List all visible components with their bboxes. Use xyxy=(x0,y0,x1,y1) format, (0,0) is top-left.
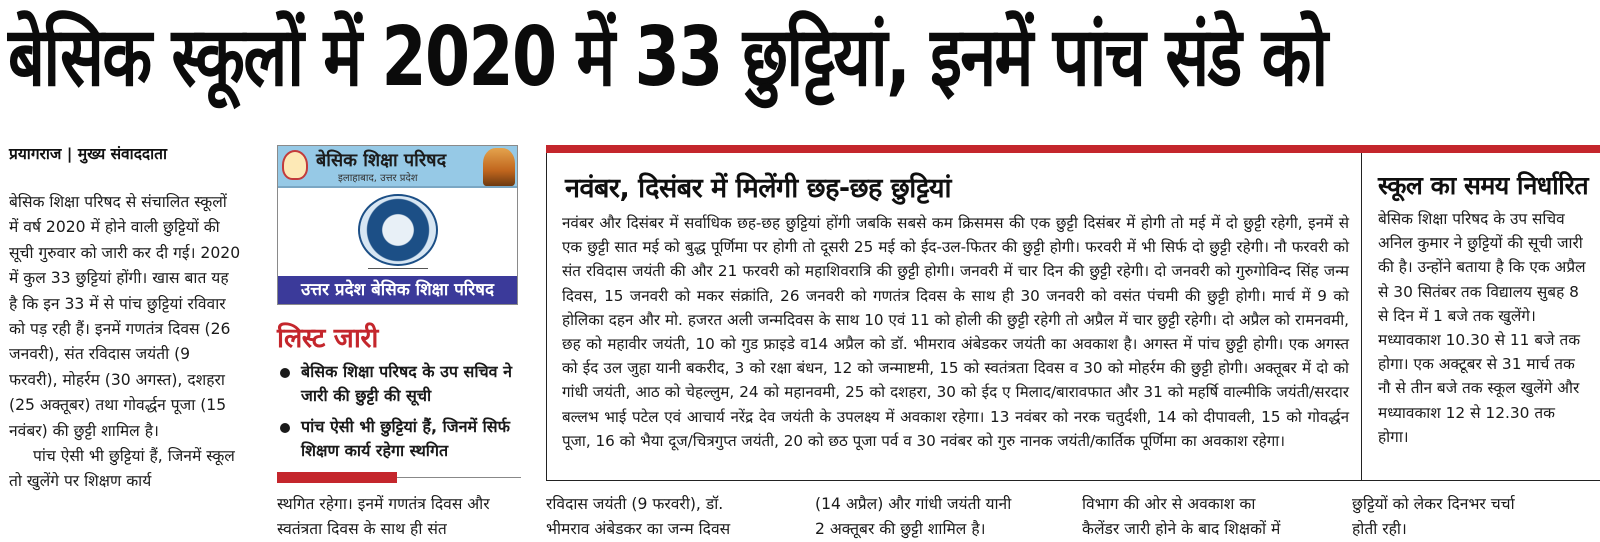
box-title: नवंबर, दिसंबर में मिलेंगी छह-छह छुट्टियां xyxy=(565,173,952,204)
highlight-item xyxy=(277,415,525,463)
list-thin-divider xyxy=(397,477,521,478)
bottom-column-4 xyxy=(1352,492,1515,542)
bottom-line: 2 अक्तूबर की छुट्टी शामिल है। xyxy=(815,520,986,538)
bottom-line: कैलेंडर जारी होने के बाद शिक्षकों में xyxy=(1082,520,1281,538)
deity-figure-icon xyxy=(483,148,515,186)
sidebar-title: स्कूल का समय निर्धारित xyxy=(1378,171,1589,200)
bottom-line: छुट्टियों को लेकर दिनभर चर्चा xyxy=(1352,495,1515,513)
bottom-column-1 xyxy=(546,492,730,542)
bottom-line: विभाग की ओर से अवकाश का xyxy=(1082,495,1256,513)
intro-paragraph-1: बेसिक शिक्षा परिषद से संचालित स्कूलों में वर्ष 2020 में होने वाली छुट्टियों की सूची गुरुवार को जारी कर दी गई। 2020 में कुल 33 छुट्टियां होंगी। खास बात यह है कि इन 33 में से पांच छुट्टियां रविवार को पड़ रही हैं। इनमें गणतंत्र दिवस (26 जनवरी), संत रविदास जयंती (9 फरवरी), मोहर्रम (30 अगस्त), दशहरा (25 अक्तूबर) तथा गोवर्द्धन पूजा (15 नवंबर) की छुट्टी शामिल है। xyxy=(9,193,241,440)
bottom-line: होती रही। xyxy=(1352,520,1407,538)
photo-subtitle: इलाहाबाद, उत्तर प्रदेश xyxy=(338,173,418,184)
highlight-list xyxy=(277,360,525,470)
list-title: लिस्ट जारी xyxy=(277,323,378,354)
bottom-column-2 xyxy=(815,492,1011,542)
bottom-line: (14 अप्रैल) और गांधी जयंती यानी xyxy=(815,495,1012,513)
bottom-column-3 xyxy=(1082,492,1280,542)
photo-title: बेसिक शिक्षा परिषद xyxy=(316,150,447,171)
highlight-item-text: पांच ऐसी भी छुट्टियां हैं, जिनमें सिर्फ शिक्षण कार्य रहेगा स्थगित xyxy=(301,417,510,460)
bottom-line: भीमराव अंबेडकर का जन्म दिवस xyxy=(546,520,731,538)
box-column-rule xyxy=(1361,153,1362,481)
bullet-dot-icon xyxy=(280,423,290,433)
state-emblem-icon xyxy=(282,150,308,180)
photo-banner: उत्तर प्रदेश बेसिक शिक्षा परिषद xyxy=(278,276,517,304)
headline: बेसिक स्कूलों में 2020 में 33 छुट्टियां, इनमें पांच संडे को xyxy=(8,10,1327,105)
sidebar-body-text: बेसिक शिक्षा परिषद के उप सचिव अनिल कुमार ने छुट्टियों की सूची जारी की है। उन्होंने बताया है कि एक अप्रैल से 30 सितंबर तक विद्यालय सुबह 8 से दिन में 1 बजे तक खुलेंगे। मध्यावकाश 10.30 से 11 बजे तक होगा। एक अक्टूबर से 31 मार्च तक नौ से तीन बजे तक स्कूल खुलेंगे और मध्यावकाश 12 से 12.30 तक होगा। xyxy=(1378,210,1586,446)
box-body-text: नवंबर और दिसंबर में सर्वाधिक छह-छह छुट्टियां होंगी जबकि सबसे कम क्रिसमस की एक छुट्टी दिसंबर में होगी तो मई में दो छुट्टी रहेगी, इनमें से एक छुट्टी सात मई को बुद्ध पूर्णिमा पर होगी तो दूसरी 25 मई को ईद-उल-फितर की छुट्टी होगी। फरवरी में भी सिर्फ दो छुट्टी रहेगी। नौ फरवरी को संत रविदास जयंती की और 21 फरवरी को महाशिवरात्रि की छुट्टी होगी। जनवरी में चार दिन की छुट्टी रहेगी। दो जनवरी को गुरुगोविन्द सिंह जन्म दिवस, 15 जनवरी को मकर संक्रांति, 26 जनवरी को गणतंत्र दिवस के साथ ही 30 जनवरी को वसंत पंचमी की छुट्टी होगी। मार्च में 9 को होलिका दहन और मो. हजरत अली जन्मदिवस के साथ 10 एवं 11 को होली की छुट्टी रहेगी तो अप्रैल में चार छुट्टी रहेगी। दो अप्रैल को रामनवमी, छह को महावीर जयंती, 10 को गुड फ्राइडे व14 अप्रैल को डॉ. भीमराव अंबेडकर जयंती का अवकाश है। अगस्त में पांच छुट्टी होगी। एक अगस्त को ईद उल जुहा यानी बकरीद, 3 को रक्षा बंधन, 12 को जन्माष्टमी, 15 को स्वतंत्रता दिवस व 30 को मोहर्रम की छुट्टी होगी। अक्तूबर में दो को गांधी जयंती, आठ को चेहल्लुम, 24 को महानवमी, 25 को दशहरा, 30 को ईद ए मिलाद/बारावफात और 31 को महर्षि वाल्मीकि जयंती/सरदार बल्लभ भाई पटेल एवं आचार्य नरेंद्र देव जयंती के उपलक्ष्य में अवकाश रहेगा। 13 नवंबर को नरक चतुर्दशी, 14 को दीपावली, 15 को गोवर्द्धन पूजा, 16 को भैया दूज/चित्रगुप्त जयंती, 20 को छठ पूजा पर्व व 30 नवंबर को गुरु नानक जयंती/कार्तिक पूर्णिमा का अवकाश रहेगा। xyxy=(562,214,1349,450)
photo-header-strip xyxy=(278,146,517,188)
intro-paragraph-2: पांच ऐसी भी छुट्टियां हैं, जिनमें स्कूल तो खुलेंगे पर शिक्षण कार्य xyxy=(9,447,235,491)
council-emblem-icon xyxy=(358,194,438,266)
highlight-item xyxy=(277,360,525,408)
box-left-rule xyxy=(546,153,547,481)
byline: प्रयागराज | मुख्य संवाददाता xyxy=(9,145,168,163)
list-red-divider xyxy=(277,472,397,483)
bottom-line: रविदास जयंती (9 फरवरी), डॉ. xyxy=(546,495,724,513)
highlight-item-text: बेसिक शिक्षा परिषद के उप सचिव ने जारी की छुट्टी की सूची xyxy=(301,362,513,405)
bullet-dot-icon xyxy=(280,368,290,378)
column2-continued-text: स्थगित रहेगा। इनमें गणतंत्र दिवस और स्वतंत्रता दिवस के साथ ही संत xyxy=(277,495,490,538)
intro-column xyxy=(9,190,241,495)
council-logo-photo xyxy=(277,145,518,305)
